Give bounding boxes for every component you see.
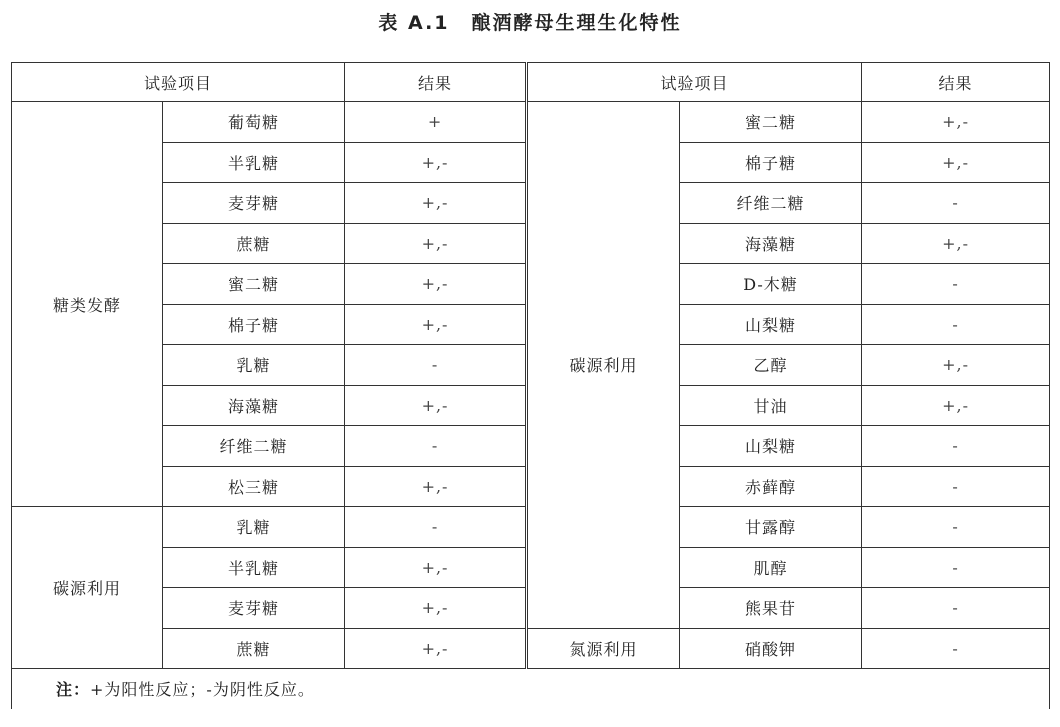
right-item: 硝酸钾 bbox=[680, 628, 862, 669]
left-result: +,- bbox=[345, 466, 527, 507]
right-item: 蜜二糖 bbox=[680, 102, 862, 143]
right-result: - bbox=[862, 183, 1050, 224]
left-result: - bbox=[345, 345, 527, 386]
right-result: - bbox=[862, 466, 1050, 507]
table-row bbox=[12, 102, 1050, 143]
table-title bbox=[0, 8, 1060, 35]
left-item: 葡萄糖 bbox=[163, 102, 345, 143]
right-group-blank bbox=[527, 588, 680, 629]
table-row bbox=[12, 385, 1050, 426]
table-row bbox=[12, 223, 1050, 264]
right-item: 山梨糖 bbox=[680, 304, 862, 345]
left-result: +,- bbox=[345, 264, 527, 305]
left-result: + bbox=[345, 102, 527, 143]
left-item: 松三糖 bbox=[163, 466, 345, 507]
right-result: - bbox=[862, 588, 1050, 629]
right-group-blank bbox=[527, 142, 680, 183]
table-number: 表 A.1 bbox=[378, 12, 450, 34]
right-group-blank bbox=[527, 183, 680, 224]
table-row bbox=[12, 304, 1050, 345]
left-item: 蔗糖 bbox=[163, 628, 345, 669]
right-group-blank bbox=[527, 264, 680, 305]
header-item-right: 试验项目 bbox=[527, 63, 862, 102]
table-row bbox=[12, 426, 1050, 467]
left-item: 半乳糖 bbox=[163, 142, 345, 183]
table-row bbox=[12, 588, 1050, 629]
left-item: 蔗糖 bbox=[163, 223, 345, 264]
table-row bbox=[12, 183, 1050, 224]
table-note bbox=[12, 669, 1050, 709]
left-result: +,- bbox=[345, 385, 527, 426]
table-row bbox=[12, 547, 1050, 588]
left-item: 纤维二糖 bbox=[163, 426, 345, 467]
left-result: +,- bbox=[345, 588, 527, 629]
right-group-blank bbox=[527, 385, 680, 426]
table-row bbox=[12, 628, 1050, 669]
right-result: - bbox=[862, 426, 1050, 467]
right-result: +,- bbox=[862, 385, 1050, 426]
table-row bbox=[12, 142, 1050, 183]
right-item: 肌醇 bbox=[680, 547, 862, 588]
left-result: - bbox=[345, 426, 527, 467]
left-item: 海藻糖 bbox=[163, 385, 345, 426]
right-result: +,- bbox=[862, 223, 1050, 264]
right-item: 乙醇 bbox=[680, 345, 862, 386]
right-result: +,- bbox=[862, 345, 1050, 386]
header-row bbox=[12, 63, 1050, 102]
right-result: +,- bbox=[862, 102, 1050, 143]
right-item: 熊果苷 bbox=[680, 588, 862, 629]
right-result: - bbox=[862, 304, 1050, 345]
right-result: - bbox=[862, 547, 1050, 588]
left-result: - bbox=[345, 507, 527, 548]
left-item: 棉子糖 bbox=[163, 304, 345, 345]
table-row bbox=[12, 507, 1050, 548]
note-label: 注： bbox=[56, 680, 91, 700]
header-item-left: 试验项目 bbox=[12, 63, 345, 102]
right-item: 棉子糖 bbox=[680, 142, 862, 183]
left-result: +,- bbox=[345, 183, 527, 224]
header-result-right: 结果 bbox=[862, 63, 1050, 102]
left-result: +,- bbox=[345, 628, 527, 669]
left-item: 蜜二糖 bbox=[163, 264, 345, 305]
left-result: +,- bbox=[345, 304, 527, 345]
right-group-blank bbox=[527, 466, 680, 507]
right-item: 甘油 bbox=[680, 385, 862, 426]
group-sugar-fermentation: 糖类发酵 bbox=[12, 102, 163, 507]
right-item: 赤藓醇 bbox=[680, 466, 862, 507]
left-item: 半乳糖 bbox=[163, 547, 345, 588]
properties-table bbox=[11, 62, 1050, 709]
header-result-left: 结果 bbox=[345, 63, 527, 102]
left-item: 乳糖 bbox=[163, 345, 345, 386]
right-item: 甘露醇 bbox=[680, 507, 862, 548]
left-result: +,- bbox=[345, 142, 527, 183]
right-item: 纤维二糖 bbox=[680, 183, 862, 224]
left-result: +,- bbox=[345, 547, 527, 588]
group-nitrogen: 氮源利用 bbox=[527, 628, 680, 669]
right-group-blank bbox=[527, 426, 680, 467]
note-row bbox=[12, 669, 1050, 709]
right-group-blank bbox=[527, 223, 680, 264]
group-carbon-left: 碳源利用 bbox=[12, 507, 163, 669]
table-row bbox=[12, 264, 1050, 305]
left-result: +,- bbox=[345, 223, 527, 264]
left-item: 乳糖 bbox=[163, 507, 345, 548]
table-row bbox=[12, 345, 1050, 386]
group-carbon-right: 碳源利用 bbox=[527, 345, 680, 386]
right-result: - bbox=[862, 507, 1050, 548]
right-item: 海藻糖 bbox=[680, 223, 862, 264]
right-result: +,- bbox=[862, 142, 1050, 183]
right-result: - bbox=[862, 264, 1050, 305]
right-result: - bbox=[862, 628, 1050, 669]
right-group-blank bbox=[527, 304, 680, 345]
right-group-blank bbox=[527, 507, 680, 548]
right-item: 山梨糖 bbox=[680, 426, 862, 467]
note-text: +为阳性反应；-为阴性反应。 bbox=[90, 680, 315, 700]
table-caption: 酿酒酵母生理生化特性 bbox=[471, 12, 682, 34]
right-group-blank bbox=[527, 547, 680, 588]
table-row bbox=[12, 466, 1050, 507]
right-group-blank bbox=[527, 102, 680, 143]
left-item: 麦芽糖 bbox=[163, 588, 345, 629]
right-item: D-木糖 bbox=[680, 264, 862, 305]
left-item: 麦芽糖 bbox=[163, 183, 345, 224]
